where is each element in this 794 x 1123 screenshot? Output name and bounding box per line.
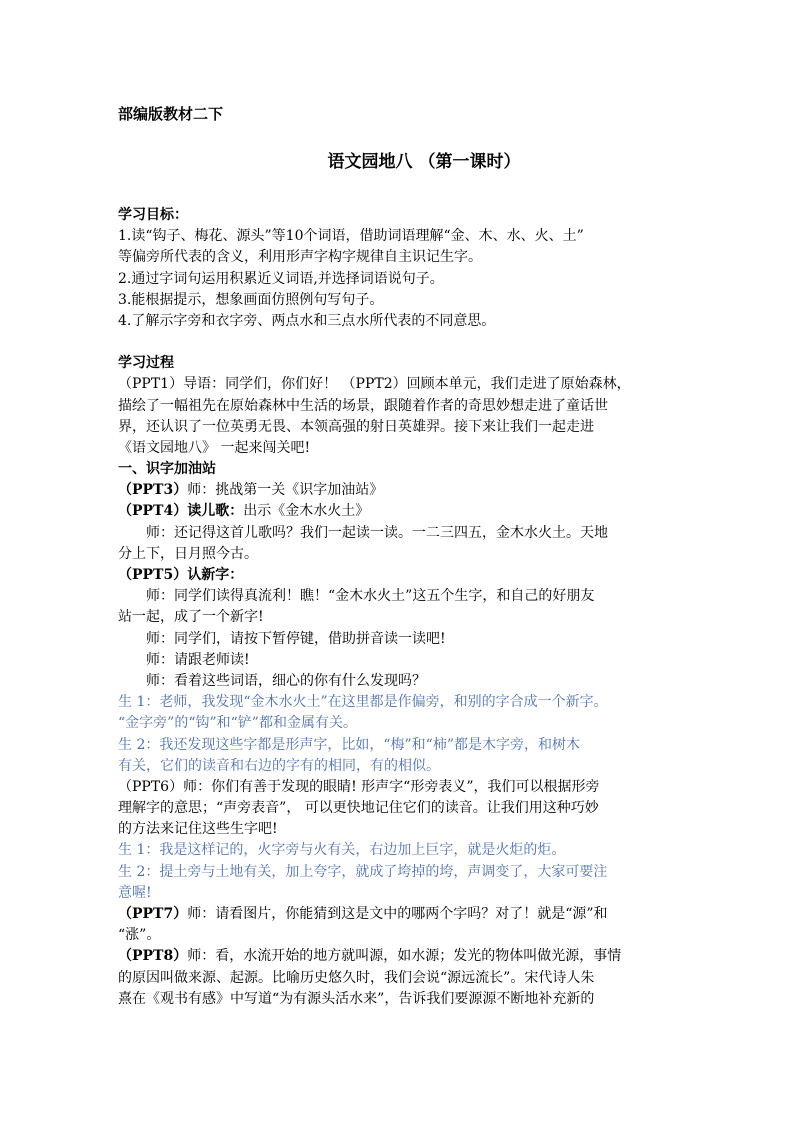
intro-line: （PPT1）导语：同学们，你们好！ （PPT2）回顾本单元，我们走进了原始森林， <box>118 376 631 393</box>
ppt6-line: 理解字的意思；“声旁表音”， 可以更快地记住它们的读音。让我们用这种巧妙 <box>118 800 599 817</box>
teacher-line: 站一起，成了一个新字! <box>118 609 264 626</box>
ppt7-tag: （PPT7） <box>118 906 188 922</box>
ppt8-text: 师：看，水流开始的地方就叫源，如水源；发光的物体叫做光源，事情 <box>187 948 622 965</box>
teacher-line: 师：还记得这首儿歌吗？我们一起读一读。一二三四五，金木水火土。天地 <box>146 524 608 541</box>
ppt3-tag: （PPT3） <box>118 482 188 499</box>
student-line: 生 1：老师，我发现“金木水火土”在这里都是作偏旁，和别的字合成一个新字。 <box>118 694 608 711</box>
goal-line: 3.能根据提示，想象画面仿照例句写句子。 <box>118 291 384 308</box>
ppt4-tag: （PPT4）读儿歌： <box>118 503 244 520</box>
student-line: 生 2：提土旁与土地有关，加上夸字，就成了垮掉的垮，声调变了，大家可要注 <box>118 863 608 880</box>
teacher-line: 分上下，日月照今古。 <box>118 545 258 562</box>
ppt4-text: 出示《金木水火土》 <box>243 503 370 520</box>
goals-heading: 学习目标： <box>118 207 188 223</box>
doc-header: 部编版教材二下 <box>118 105 224 123</box>
ppt4-line <box>118 501 690 522</box>
ppt3-line <box>118 480 690 501</box>
ppt6-line: 的方法来记住这些生字吧! <box>118 821 278 838</box>
teacher-line: 师：请跟老师读! <box>146 651 250 668</box>
teacher-line: 师：同学们，请按下暂停键，借助拼音读一读吧! <box>146 630 446 647</box>
ppt8-tag: （PPT8） <box>118 948 188 965</box>
ppt7-line <box>118 904 690 925</box>
ppt3-text: 师：挑战第一关《识字加油站》 <box>187 482 384 499</box>
goal-line: 1.读“钩子、梅花、源头”等10个词语，借助词语理解“金、木、水、火、土” <box>118 228 584 245</box>
student-line: 意喔! <box>118 884 152 901</box>
ppt6-line: （PPT6）师：你们有善于发现的眼睛! 形声字“形旁表义”，我们可以根据形旁 <box>118 778 600 795</box>
student-line: “金字旁”的“钩”和“铲”都和金属有关。 <box>118 715 357 732</box>
student-line: 生 2：我还发现这些字都是形声字，比如，“梅”和“柿”都是木字旁，和树木 <box>118 736 580 753</box>
spacer <box>118 332 690 353</box>
ppt8-line <box>118 946 690 967</box>
goal-line: 2.通过字词句运用积累近义词语,并选择词语说句子。 <box>118 270 444 287</box>
teacher-line: 师：看着这些词语，细心的你有什么发现吗？ <box>146 672 426 689</box>
ppt5-line <box>118 565 690 586</box>
intro-line: 描绘了一幅祖先在原始森林中生活的场景，跟随着作者的奇思妙想走进了童话世 <box>118 397 608 414</box>
student-line: 生 1：我是这样记的，火字旁与火有关，右边加上巨字，就是火炬的炬。 <box>118 842 566 859</box>
teacher-line: 师：同学们读得真流利！瞧！“金木水火土”这五个生字，和自己的好朋友 <box>146 588 595 605</box>
doc-title: 语文园地八 （第一课时） <box>327 152 521 172</box>
section1-heading: 一、识字加油站 <box>118 461 216 478</box>
ppt5-tag: （PPT5）认新字： <box>118 567 244 583</box>
goal-line: 4.了解示字旁和衣字旁、两点水和三点水所代表的不同意思。 <box>118 312 496 329</box>
ppt8-line: 熹在《观书有感》中写道“为有源头活水来”，告诉我们要源源不断地补充新的 <box>118 990 595 1007</box>
document-body <box>118 104 690 1010</box>
goal-line: 等偏旁所代表的含义，利用形声字构字规律自主识记生字。 <box>118 249 482 266</box>
ppt7-line: “涨”。 <box>118 927 161 944</box>
process-heading: 学习过程 <box>118 355 174 372</box>
ppt7-text: 师：请看图片，你能猜到这是文中的哪两个字吗？对了！就是“源”和 <box>187 906 608 922</box>
intro-line: 界，还认识了一位英勇无畏、本领高强的射日英雄羿。接下来让我们一起走进 <box>118 418 594 435</box>
intro-line: 《语文园地八》 一起来闯关吧! <box>118 439 311 456</box>
ppt8-line: 的原因叫做来源、起源。比喻历史悠久时，我们会说“源远流长”。宋代诗人朱 <box>118 969 595 986</box>
student-line: 有关，它们的读音和右边的字有的相同，有的相似。 <box>118 757 440 774</box>
